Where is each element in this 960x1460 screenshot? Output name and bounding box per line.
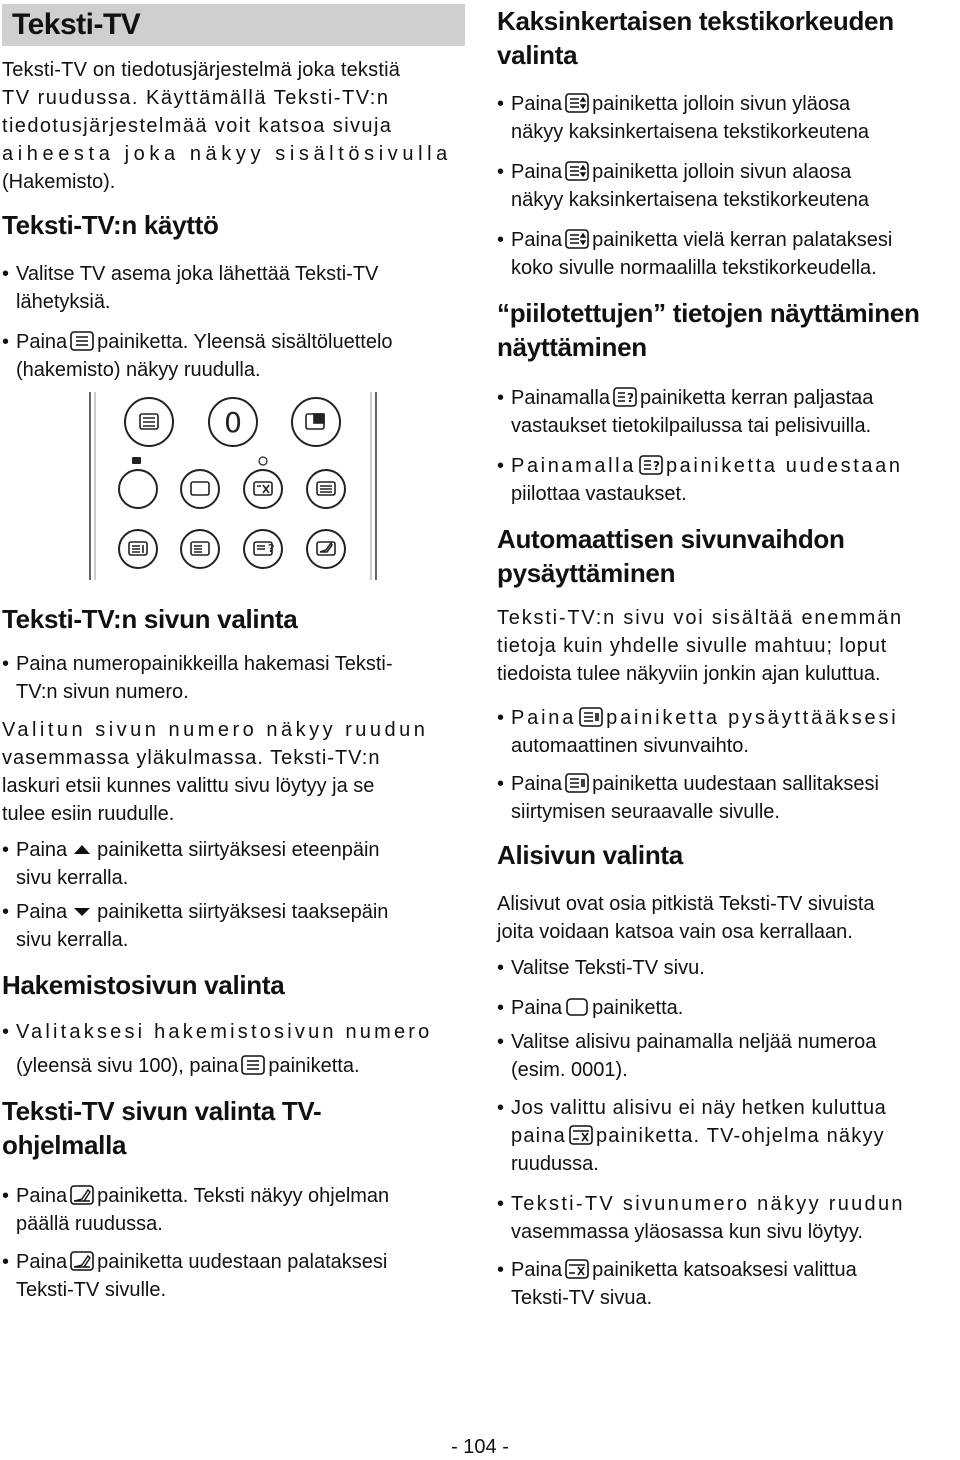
hold-button-icon — [579, 707, 603, 727]
hold-button-icon — [565, 773, 589, 793]
heading-subpage: Alisivun valinta — [497, 840, 683, 870]
heading-index: Hakemistosivun valinta — [2, 970, 285, 1000]
tv-bullet-1 — [2, 1182, 465, 1238]
heading-line: ohjelmalla — [2, 1130, 127, 1160]
page-down-arrow-icon — [70, 901, 94, 921]
auto-paragraph — [497, 604, 959, 688]
subpage-bullet-4 — [497, 1094, 959, 1178]
bullet-line: päällä ruudussa. — [16, 1213, 163, 1235]
bullet-line: • Jos valittu alisivu ei näy hetken kuluttua — [511, 1097, 887, 1119]
double-bullet-1 — [497, 90, 959, 146]
bullet-line: ruudussa. — [511, 1153, 599, 1175]
svg-text:?: ? — [268, 542, 275, 555]
heading-line: Kaksinkertaisen tekstikorkeuden — [497, 6, 894, 36]
bullet-line: vasemmassa yläosassa kun sivu löytyy. — [511, 1221, 863, 1243]
heading-usage: Teksti-TV:n käyttö — [2, 210, 219, 240]
tv-button-icon — [70, 1251, 94, 1271]
bullet-text: painiketta. Teksti näkyy ohjelman — [97, 1185, 390, 1207]
bullet-line: (hakemisto) näkyy ruudulla. — [16, 359, 261, 381]
bullet-line: Teksti-TV sivulle. — [16, 1279, 167, 1301]
page-up-bullet — [2, 836, 465, 892]
paragraph-line: tietoja kuin yhdelle sivulle mahtuu; loput — [497, 635, 888, 657]
bullet-text: painiketta siirtyäksesi eteenpäin — [97, 839, 380, 861]
subpage-bullet-5 — [497, 1190, 959, 1246]
bullet-text: Paina — [16, 331, 68, 353]
paragraph-line: Valitun sivun numero näkyy ruudun — [2, 719, 429, 741]
heading-line: Teksti-TV sivun valinta TV- — [2, 1096, 322, 1126]
tv-bullet-2 — [2, 1248, 465, 1304]
bullet-text: Paina — [511, 93, 563, 115]
subpage-button-icon — [565, 997, 589, 1017]
mix-button-icon — [569, 1125, 593, 1145]
intro-line: TV ruudussa. Käyttämällä Teksti-TV:n — [2, 87, 390, 109]
page-title: Teksti-TV — [12, 8, 141, 41]
usage-bullet-2 — [2, 328, 465, 384]
heading-tv-program — [2, 1094, 465, 1162]
bullet-text: painiketta uudestaan — [665, 455, 903, 477]
page-paragraph — [2, 716, 465, 828]
mix-button-icon — [565, 1259, 589, 1279]
heading-line: “piilotettujen” tietojen näyttäminen — [497, 298, 920, 328]
page-down-bullet — [2, 898, 465, 954]
bullet-line: näkyy kaksinkertaisena tekstikorkeutena — [511, 121, 869, 143]
bullet-text: Paina — [16, 1251, 68, 1273]
heading-line: näyttäminen — [497, 332, 647, 362]
bullet-text: painiketta. TV-ohjelma näkyy — [595, 1125, 885, 1147]
paragraph-line: Teksti-TV:n sivu voi sisältää enemmän — [497, 607, 903, 629]
heading-hidden-info — [497, 296, 959, 364]
bullet-text: Paina — [511, 997, 563, 1019]
size-button-icon — [565, 93, 589, 113]
bullet-text: Paina — [511, 161, 563, 183]
bullet-line: • Valitse alisivu painamalla neljää numeroa — [511, 1031, 877, 1053]
bullet-text: painiketta. — [268, 1055, 360, 1077]
text-button-icon — [241, 1055, 265, 1075]
intro-line: (Hakemisto). — [2, 171, 116, 193]
bullet-line: vastaukset tietokilpailussa tai pelisivuilla. — [511, 415, 872, 437]
left-column — [2, 0, 465, 1301]
bullet-text: painiketta. Yleensä sisältöluettelo — [97, 331, 393, 353]
intro-line: Teksti-TV on tiedotusjärjestelmä joka tekstiä — [2, 59, 401, 81]
remote-control-illustration — [88, 392, 378, 580]
intro-paragraph — [2, 56, 465, 196]
bullet-line: koko sivulle normaalilla tekstikorkeudella. — [511, 257, 877, 279]
hidden-bullet-1 — [497, 384, 959, 440]
bullet-line: • Valitse TV asema joka lähettää Teksti-TV — [16, 263, 379, 285]
bullet-text: Paina — [511, 1259, 563, 1281]
bullet-text: (yleensä sivu 100), paina — [16, 1055, 239, 1077]
bullet-text: painiketta uudestaan palataksesi — [97, 1251, 388, 1273]
bullet-line: • Valitaksesi hakemistosivun numero — [16, 1021, 433, 1043]
reveal-button-icon — [639, 455, 663, 475]
bullet-text: painiketta katsoaksesi valittua — [592, 1259, 857, 1281]
size-button-icon — [565, 229, 589, 249]
paragraph-line: joita voidaan katsoa vain osa kerrallaan. — [497, 921, 853, 943]
page-title-bar — [2, 4, 465, 46]
bullet-text: painiketta kerran paljastaa — [639, 387, 874, 409]
double-bullet-3 — [497, 226, 959, 282]
heading-double-height — [497, 4, 959, 72]
usage-bullet-1 — [2, 260, 465, 316]
bullet-text: Paina — [16, 1185, 68, 1207]
paragraph-line: Alisivut ovat osia pitkistä Teksti-TV sivuista — [497, 893, 875, 915]
bullet-text: painiketta jolloin sivun yläosa — [592, 93, 851, 115]
paragraph-line: tiedoista tulee näkyviin jonkin ajan kuluttua. — [497, 663, 881, 685]
heading-auto-page — [497, 522, 959, 590]
paragraph-line: tulee esiin ruudulle. — [2, 803, 175, 825]
paragraph-line: laskuri etsii kunnes valittu sivu löytyy ja se — [2, 775, 375, 797]
bullet-line: • Teksti-TV sivunumero näkyy ruudun — [511, 1193, 905, 1215]
bullet-text: paina — [511, 1125, 566, 1147]
auto-bullet-2 — [497, 770, 959, 826]
bullet-text: Paina — [511, 773, 563, 795]
page-number: - 104 - — [451, 1436, 509, 1458]
bullet-text: Painamalla — [511, 387, 610, 409]
bullet-line: (esim. 0001). — [511, 1059, 628, 1081]
subpage-bullet-2 — [497, 994, 959, 1022]
bullet-text: Paina — [511, 229, 563, 251]
zero-key-label: 0 — [224, 406, 242, 439]
bullet-line: • Paina numeropainikkeilla hakemasi Teksti- — [16, 653, 393, 675]
paragraph-line: vasemmassa yläkulmassa. Teksti-TV:n — [2, 747, 381, 769]
bullet-text: painiketta vielä kerran palataksesi — [592, 229, 893, 251]
text-button-icon — [70, 331, 94, 351]
bullet-text: painiketta uudestaan sallitaksesi — [592, 773, 880, 795]
subpage-bullet-1: • Valitse Teksti-TV sivu. — [497, 954, 959, 982]
heading-line: Automaattisen sivunvaihdon — [497, 524, 845, 554]
hidden-bullet-2 — [497, 452, 959, 508]
bullet-text: Paina — [16, 839, 68, 861]
heading-page-select: Teksti-TV:n sivun valinta — [2, 604, 298, 634]
bullet-text: painiketta jolloin sivun alaosa — [592, 161, 852, 183]
bullet-line: automaattinen sivunvaihto. — [511, 735, 749, 757]
heading-line: valinta — [497, 40, 578, 70]
subpage-bullet-3 — [497, 1028, 959, 1084]
intro-line: tiedotusjärjestelmää voit katsoa sivuja — [2, 115, 393, 137]
page-up-arrow-icon — [70, 839, 94, 859]
size-button-icon — [565, 161, 589, 181]
auto-bullet-1 — [497, 704, 959, 760]
bullet-text: Paina — [16, 901, 68, 923]
reveal-button-icon — [613, 387, 637, 407]
subpage-paragraph — [497, 890, 959, 946]
bullet-line: sivu kerralla. — [16, 929, 129, 951]
tv-button-icon — [70, 1185, 94, 1205]
page-bullet-1 — [2, 650, 465, 706]
index-bullet — [2, 1018, 465, 1080]
bullet-line: lähetyksiä. — [16, 291, 111, 313]
bullet-line: näkyy kaksinkertaisena tekstikorkeutena — [511, 189, 869, 211]
bullet-text: painiketta siirtyäksesi taaksepäin — [97, 901, 389, 923]
bullet-line: Teksti-TV sivua. — [511, 1287, 653, 1309]
intro-line: aiheesta joka näkyy sisältösivulla — [2, 143, 452, 165]
heading-line: pysäyttäminen — [497, 558, 676, 588]
subpage-bullet-6 — [497, 1256, 959, 1312]
double-bullet-2 — [497, 158, 959, 214]
bullet-text: painiketta. — [592, 997, 684, 1019]
bullet-text: Painamalla — [511, 455, 636, 477]
bullet-line: siirtymisen seuraavalle sivulle. — [511, 801, 780, 823]
bullet-line: sivu kerralla. — [16, 867, 129, 889]
bullet-text: Paina — [511, 707, 577, 729]
bullet-line: piilottaa vastaukset. — [511, 483, 687, 505]
bullet-text: painiketta pysäyttääksesi — [606, 707, 899, 729]
bullet-line: TV:n sivun numero. — [16, 681, 189, 703]
